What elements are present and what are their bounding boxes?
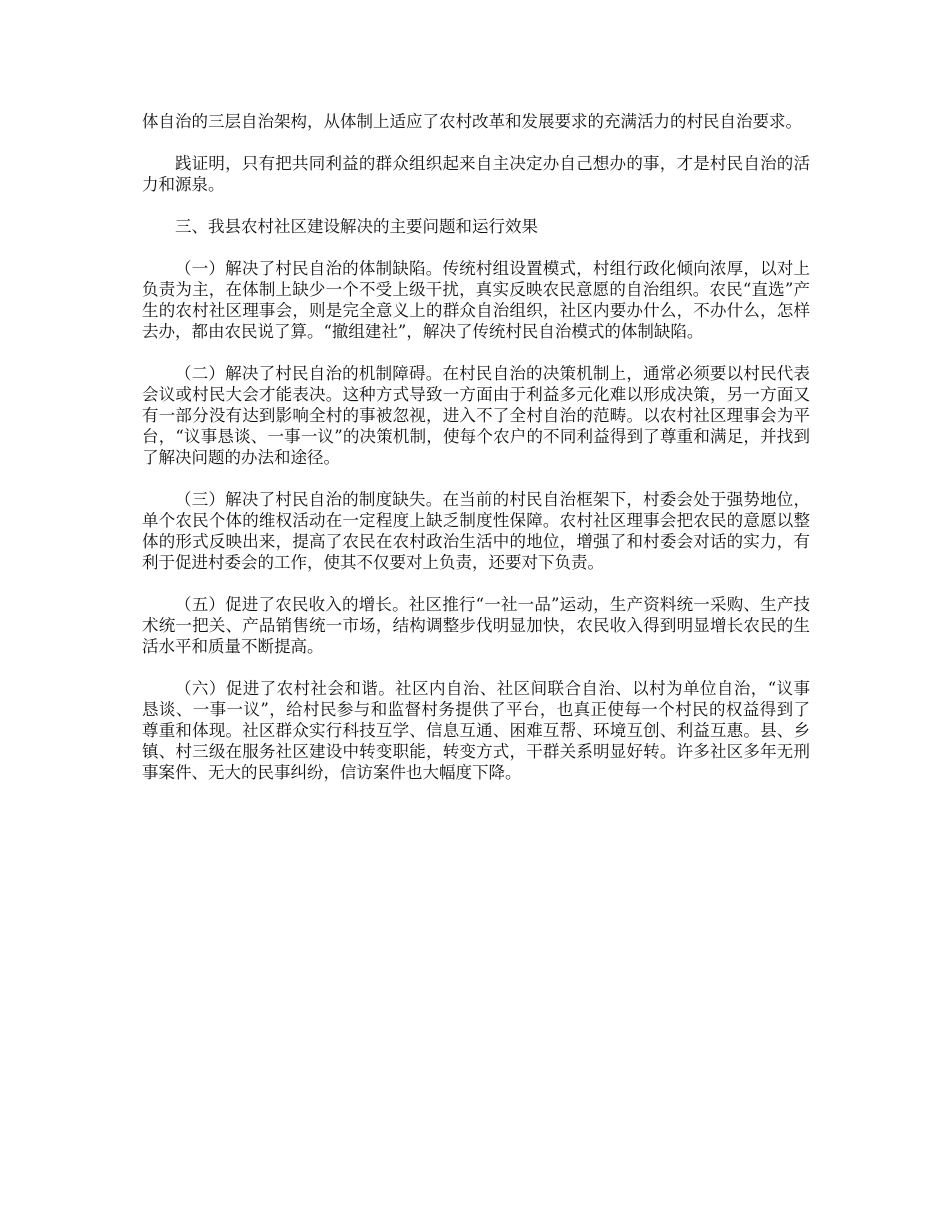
paragraph-item-six: （六）促进了农村社会和谐。社区内自治、社区间联合自治、以村为单位自治，“议事恳谈、一事一议”，给村民参与和监督村务提供了平台，也真正使每一个村民的权益得到了尊重和体现。社区群众实行科技互学、信息互通、困难互帮、环境互创、利益互惠。县、乡镇、村三级在服务社区建设中转变职能，转变方式，干群关系明显好转。许多社区多年无刑事案件、无大的民事纠纷，信访案件也大幅度下降。 [142, 679, 810, 782]
section-heading-three: 三、我县农村社区建设解决的主要问题和运行效果 [175, 217, 538, 236]
paragraph-item-two: （二）解决了村民自治的机制障碍。在村民自治的决策机制上，通常必须要以村民代表会议或村民大会才能表决。这种方式导致一方面由于利益多元化难以形成决策，另一方面又有一部分没有达到影响全村的事被忽视，进入不了全村自治的范畴。以农村社区理事会为平台，“议事恳谈、一事一议”的决策机制，使每个农户的不同利益得到了尊重和满足，并找到了解决问题的办法和途径。 [142, 364, 810, 467]
paragraph-item-one: （一）解决了村民自治的体制缺陷。传统村组设置模式，村组行政化倾向浓厚，以对上负责为主，在体制上缺少一个不受上级干扰，真实反映农民意愿的自治组织。农民“直选”产生的农村社区理事会，则是完全意义上的群众自治组织，社区内要办什么，不办什么，怎样去办，都由农民说了算。“撤组建社”，解决了传统村民自治模式的体制缺陷。 [142, 259, 810, 341]
paragraph-item-five: （五）促进了农民收入的增长。社区推行“一社一品”运动，生产资料统一采购、生产技术统一把关、产品销售统一市场，结构调整步伐明显加快，农民收入得到明显增长农民的生活水平和质量不断提高。 [142, 595, 810, 656]
paragraph-practice-proof: 践证明，只有把共同利益的群众组织起来自主决定办自己想办的事，才是村民自治的活力和源泉。 [142, 154, 810, 194]
paragraph-continuation: 体自治的三层自治架构，从体制上适应了农村改革和发展要求的充满活力的村民自治要求。 [142, 112, 802, 131]
document-page [142, 111, 810, 804]
paragraph-item-three: （三）解决了村民自治的制度缺失。在当前的村民自治框架下，村委会处于强势地位，单个农民个体的维权活动在一定程度上缺乏制度性保障。农村社区理事会把农民的意愿以整体的形式反映出来，提高了农民在农村政治生活中的地位，增强了和村委会对话的实力，有利于促进村委会的工作，使其不仅要对上负责，还要对下负责。 [142, 490, 810, 572]
